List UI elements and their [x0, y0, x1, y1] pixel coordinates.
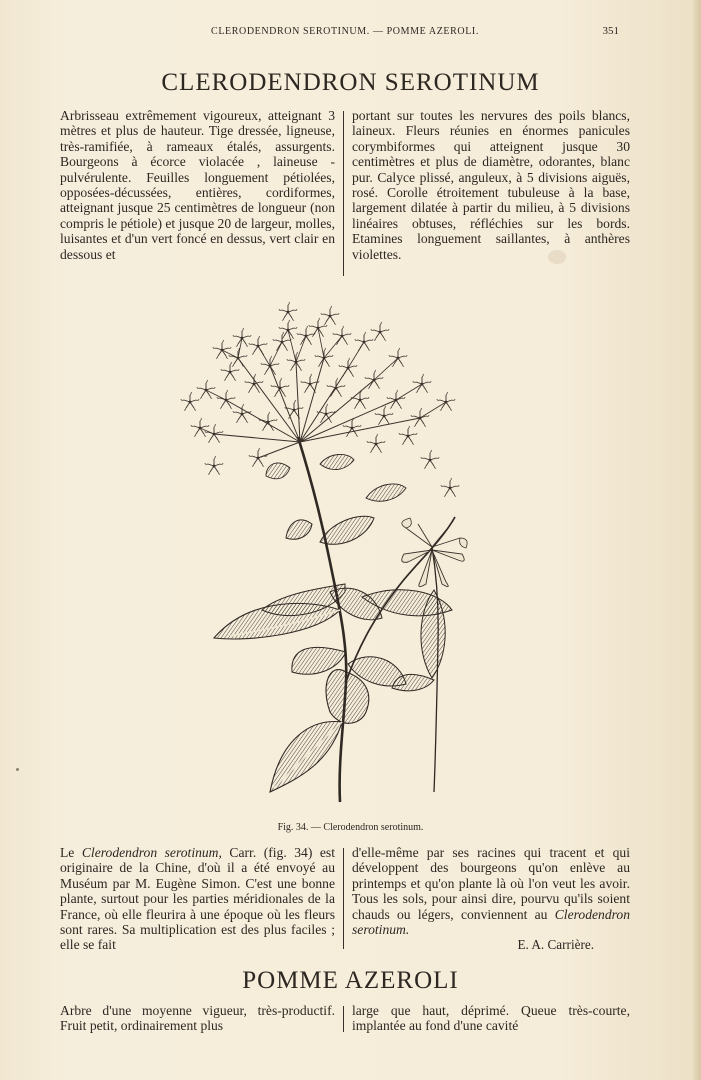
article2-column-left: Arbre d'une moyenne vigueur, très-productif. Fruit petit, ordinairement plus	[60, 1003, 335, 1034]
body-text: Carr. (fig. 34) est originaire de la Chine, d'où il a été envoyé au Muséum par M. Eugène Simon. C'est une bonne plante, surtout pour les parties méridionales de la France, où elle fleurira à une époque où les fleurs sont rares. Sa multiplication est des plus faciles ; elle se fait	[60, 845, 335, 953]
article-title: POMME AZEROLI	[242, 967, 459, 994]
column-divider	[343, 111, 344, 276]
column-divider	[343, 1006, 344, 1032]
body-column-left	[60, 845, 335, 953]
body-column-right	[352, 845, 630, 953]
description-column-right: portant sur toutes les nervures des poils blancs, laineux. Fleurs réunies en énormes panicules corymbiformes qui atteignent jusque 30 centimètres et plus de diamètre, odorantes, blanc pur. Calyce plissé, anguleux, à 5 divisions aiguës, rosé. Corolle étroitement tubuleuse à la base, largement dilatée à partir du milieu, à 5 divisions linéaires obtuses, réfléchies sur les bords. Etamines longuement saillantes, à anthères violettes.	[352, 108, 630, 262]
paper-stain	[16, 768, 19, 771]
running-head: CLERODENDRON SEROTINUM. — POMME AZEROLI.	[211, 26, 479, 37]
body-text: Le	[60, 845, 82, 860]
species-name: Clerodendron serotinum.	[352, 906, 630, 938]
column-divider	[343, 848, 344, 949]
species-name: Clerodendron serotinum,	[81, 845, 222, 860]
description-column-left: Arbrisseau extrêmement vigoureux, atteignant 3 mètres et plus de hauteur. Tige dressée, ligneuse, très-ramifiée, à rameaux étalés, assurgents. Bourgeons à écorce violacée , laineuse - pulvérulente. Feuilles longuement pétiolées, opposées-décussées, entières, cordiformes, atteignant jusque 25 centimètres de longueur (non compris le pétiole) et jusque 20 de largeur, molles, luisantes et d'un vert foncé en dessus, vert clair en dessous et	[60, 108, 335, 262]
author-signature: E. A. Carrière.	[517, 937, 594, 953]
flower-cluster	[181, 302, 459, 496]
figure-caption: Fig. 34. — Clerodendron serotinum.	[277, 822, 424, 833]
article-title: CLERODENDRON SEROTINUM	[161, 69, 540, 96]
article2-column-right: large que haut, déprimé. Queue très-courte, implantée au fond d'une cavité	[352, 1003, 630, 1034]
page-edge	[693, 0, 701, 1080]
plant-engraving	[170, 292, 490, 812]
body-text: d'elle-même par ses racines qui tracent et qui développent des bourgeons qu'on enlève au printemps et qu'on plante là où l'on veut les avoir. Tous les sols, pour ainsi dire, pourvu qu'ils soient chauds ou légers, conviennent au	[352, 845, 630, 922]
page-number: 351	[602, 25, 619, 37]
